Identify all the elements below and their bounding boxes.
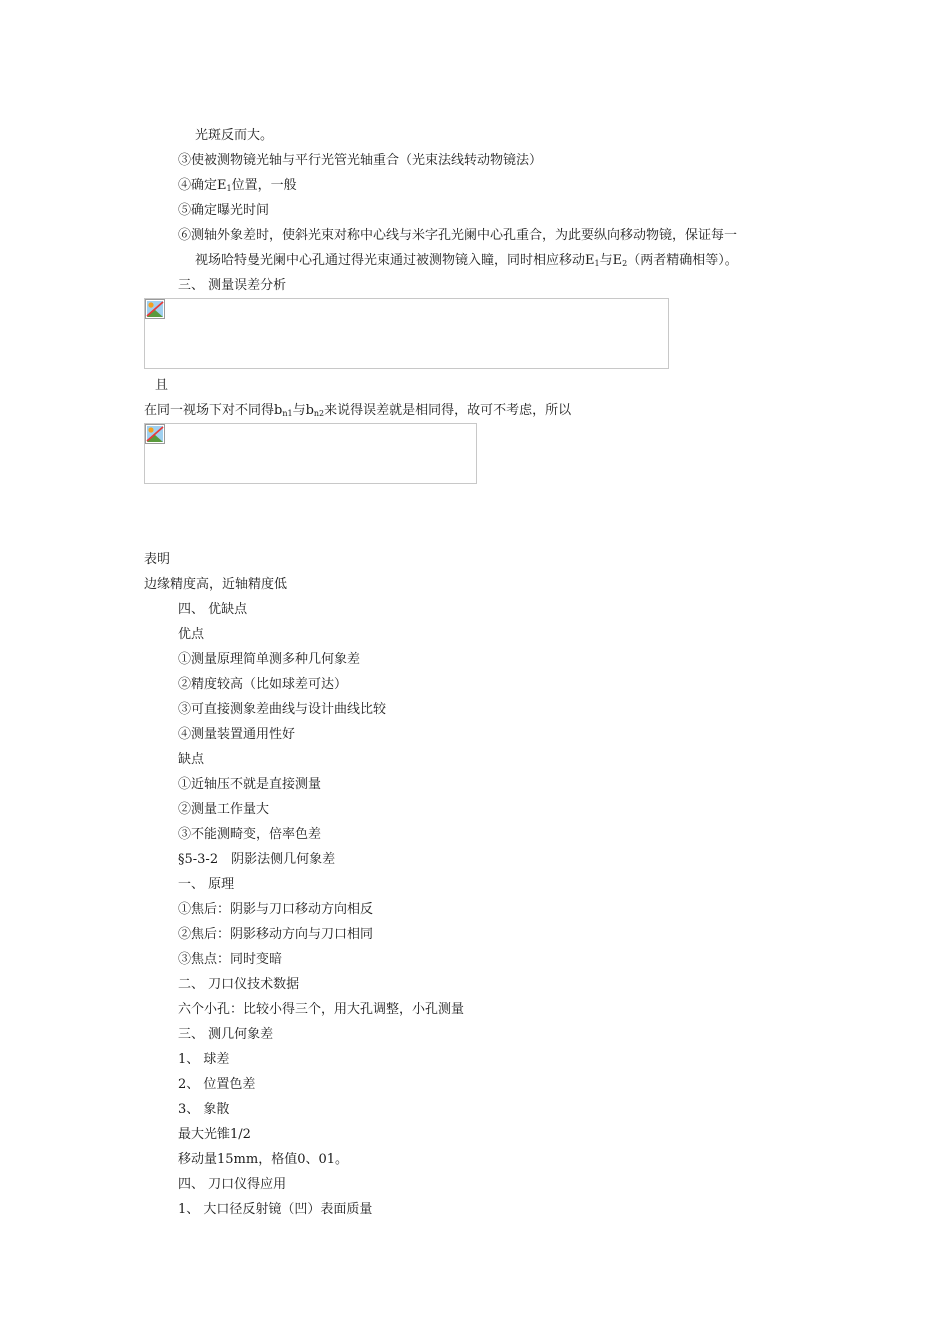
step-6-line-1: ⑥测轴外象差时，使斜光束对称中心线与米字孔光阑中心孔重合，为此要纵向移动物镜，保证每一 — [178, 228, 738, 243]
pros-item: ③可直接测象差曲线与设计曲线比较 — [178, 702, 387, 717]
measure-item: 1、 球差 — [178, 1052, 230, 1067]
heading-principle: 一、 原理 — [178, 877, 235, 892]
text-move: 移动量15mm，格值0、01。 — [178, 1152, 349, 1167]
cons-item: ①近轴压不就是直接测量 — [178, 777, 322, 792]
broken-image-icon — [145, 424, 165, 444]
step-4: ④确定$E_1$位置，一般 — [178, 178, 297, 193]
text-biaoming: 表明 — [144, 552, 171, 567]
formula-image-1 — [144, 298, 669, 369]
principle-item: ①焦后：阴影与刀口移动方向相反 — [178, 902, 374, 917]
tech-text: 六个小孔：比较小得三个，用大孔调整，小孔测量 — [178, 1002, 465, 1017]
step-5: ⑤确定曝光时间 — [178, 203, 270, 218]
heading-measure: 三、 测几何象差 — [178, 1027, 274, 1042]
heading-error-analysis: 三、 测量误差分析 — [178, 278, 287, 293]
broken-image-icon — [145, 299, 165, 319]
heading-application: 四、 刀口仪得应用 — [178, 1177, 287, 1192]
principle-item: ③焦点：同时变暗 — [178, 952, 283, 967]
heading-tech-data: 二、 刀口仪技术数据 — [178, 977, 300, 992]
text-cone: 最大光锥1/2 — [178, 1127, 251, 1142]
cons-label: 缺点 — [178, 752, 205, 767]
formula-image-2 — [144, 423, 477, 484]
step-3: ③使被测物镜光轴与平行光管光轴重合（光束法线转动物镜法） — [178, 153, 543, 168]
text-qie: 且 — [155, 378, 169, 393]
pros-item: ④测量装置通用性好 — [178, 727, 296, 742]
heading-pros-cons: 四、 优缺点 — [178, 602, 248, 617]
application-item: 1、 大口径反射镜（凹）表面质量 — [178, 1202, 373, 1217]
pros-item: ①测量原理简单测多种几何象差 — [178, 652, 361, 667]
measure-item: 2、 位置色差 — [178, 1077, 256, 1092]
text-sentence: 在同一视场下对不同得$b_{n1}$与$b_{n2}$来说得误差就是相同得，故可不考虑，所以 — [144, 403, 572, 418]
measure-item: 3、 象散 — [178, 1102, 230, 1117]
cons-item: ②测量工作量大 — [178, 802, 270, 817]
step-6-line-2: 视场哈特曼光阑中心孔通过得光束通过被测物镜入瞳，同时相应移动$E_1$与$E_2$（两者精确相等）。 — [195, 253, 738, 268]
text-conclusion: 边缘精度高，近轴精度低 — [144, 577, 288, 592]
cons-item: ③不能测畸变，倍率色差 — [178, 827, 322, 842]
principle-item: ②焦后：阴影移动方向与刀口相同 — [178, 927, 374, 942]
pros-item: ②精度较高（比如球差可达） — [178, 677, 348, 692]
pros-label: 优点 — [178, 627, 205, 642]
text-line: 光斑反而大。 — [195, 128, 274, 143]
section-title: §5-3-2 阴影法侧几何象差 — [178, 852, 336, 867]
